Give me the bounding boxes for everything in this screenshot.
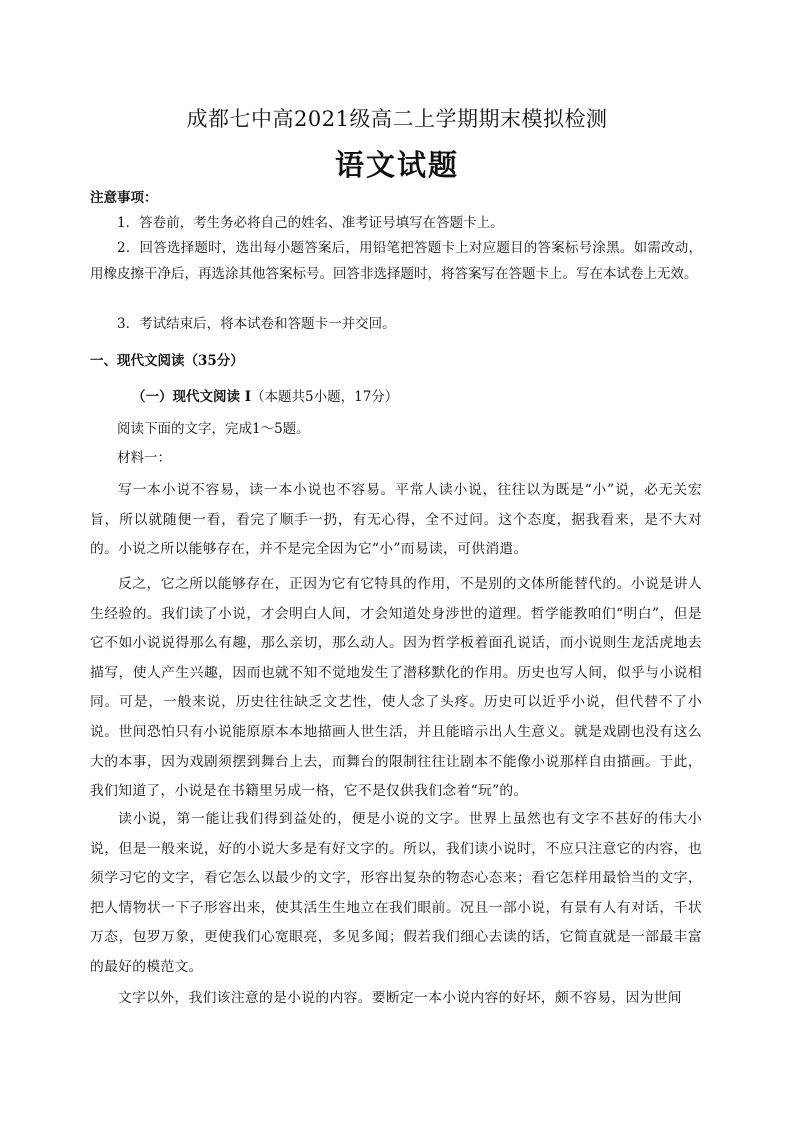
material-paragraph-2: 反之，它之所以能够存在，正因为它有它特具的作用，不是别的文体所能替代的。小说是讲人生经验的。我们读了小说，才会明白人间，才会知道处身涉世的道理。哲学能教咱们“明白”，但是它不如小说说得那么有趣，那么亲切，那么动人。因为哲学板着面孔说话，而小说则生龙活虎地去描写，使人产生兴趣，因而也就不知不觉地发生了潜移默化的作用。历史也写人间，似乎与小说相同。可是，一般来说，历史往往缺乏文艺性，使人念了头疼。历史可以近乎小说，但代替不了小说。世间恐怕只有小说能原原本本地描画人世生活，并且能暗示出人生意义。就是戏剧也没有这么大的本事，因为戏剧须摆到舞台上去，而舞台的限制往往让剧本不能像小说那样自由描画。于此，我们知道了，小说是在书籍里另成一格，它不是仅供我们念着“玩”的。 [90,576,702,800]
sub-section-heading-bold: （一）现代文阅读 I [132,389,252,405]
section-heading: 一、现代文阅读（35分） [90,353,244,369]
material-label: 材料一： [117,450,171,466]
sub-section-heading [90,385,702,411]
material-paragraph-4: 文字以外，我们该注意的是小说的内容。要断定一本小说内容的好坏，颇不容易，因为世间 [118,990,682,1006]
sub-section-heading-note: （本题共5小题，17分） [251,389,399,405]
notice-item-2: 2．回答选择题时，选出每小题答案后，用铅笔把答题卡上对应题目的答案标号涂黑。如需改动，用橡皮擦干净后，再选涂其他答案标号。回答非选择题时，将答案写在答题卡上。写在本试卷上无效。 [90,240,702,282]
reading-instruction: 阅读下面的文字，完成1～5题。 [117,421,310,437]
exam-title: 成都七中高2021级高二上学期期末模拟检测 [186,107,608,131]
exam-subtitle: 语文试题 [334,148,459,182]
notice-item-1: 1．答卷前，考生务必将自己的姓名、准考证号填写在答题卡上。 [117,215,504,231]
notice-item-3: 3．考试结束后，将本试卷和答题卡一并交回。 [117,316,396,332]
material-paragraph-1: 写一本小说不容易，读一本小说也不容易。平常人读小说，往往以为既是“小”说，必无关宏旨，所以就随便一看，看完了顺手一扔，有无心得，全不过问。这个态度，据我看来，是不大对的。小说之所以能够存在，并不是完全因为它“小”而易读，可供消遣。 [90,482,702,558]
material-paragraph-3: 读小说，第一能让我们得到益处的，便是小说的文字。世界上虽然也有文字不甚好的伟大小说，但是一般来说，好的小说大多是有好文字的。所以，我们读小说时，不应只注意它的内容，也须学习它的文字，看它怎么以最少的文字，形容出复杂的物态心态来；看它怎样用最恰当的文字，把人情物状一下子形容出来，使其活生生地立在我们眼前。况且一部小说，有景有人有对话，千状万态，包罗万象，更使我们心宽眼亮，多见多闻；假若我们细心去读的话，它简直就是一部最丰富的最好的模范文。 [90,811,702,975]
notice-heading: 注意事项： [90,190,158,206]
